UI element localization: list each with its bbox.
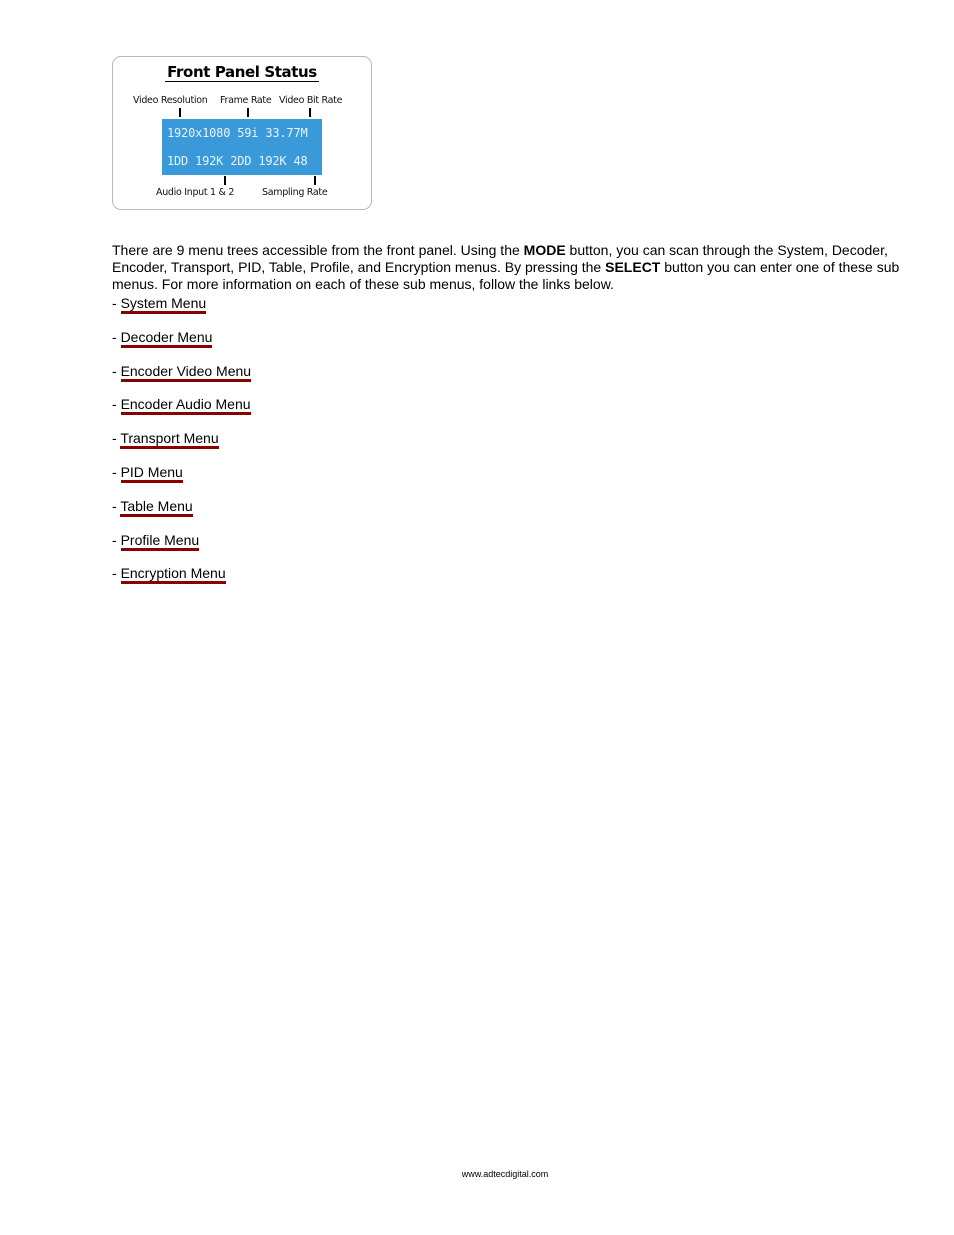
list-item: - PID Menu xyxy=(112,464,251,498)
decoder-menu-link[interactable]: Decoder Menu xyxy=(121,329,213,348)
list-item: - Profile Menu xyxy=(112,532,251,566)
pointer-tick xyxy=(247,108,249,117)
label-video-resolution: Video Resolution xyxy=(133,95,208,106)
lcd-display xyxy=(162,119,322,175)
transport-menu-link[interactable]: Transport Menu xyxy=(120,430,218,449)
pointer-tick xyxy=(224,176,226,185)
list-item: - System Menu xyxy=(112,295,251,329)
pointer-tick xyxy=(179,108,181,117)
lcd-line-2: 1DD 192K 2DD 192K 48 xyxy=(167,154,308,168)
list-item: - Table Menu xyxy=(112,498,251,532)
table-menu-link[interactable]: Table Menu xyxy=(120,498,192,517)
footer-url: www.adtecdigital.com xyxy=(461,1169,549,1179)
label-audio-input: Audio Input 1 & 2 xyxy=(156,187,235,198)
pointer-tick xyxy=(309,108,311,117)
intro-paragraph: There are 9 menu trees accessible from the front panel. Using the MODE button, you can scan through the System, Decoder, Encoder, Transport, PID, Table, Profile, and Encryption menus. By pressing the SELECT button you can enter one of these sub menus. For more information on each of these sub menus, follow the links below. xyxy=(112,242,900,292)
system-menu-link[interactable]: System Menu xyxy=(121,295,207,314)
list-item: - Encryption Menu xyxy=(112,565,251,599)
list-item: - Encoder Audio Menu xyxy=(112,396,251,430)
figure-title: Front Panel Status xyxy=(167,63,317,81)
list-item: - Transport Menu xyxy=(112,430,251,464)
lcd-line-1: 1920x1080 59i 33.77M xyxy=(167,126,308,140)
encryption-menu-link[interactable]: Encryption Menu xyxy=(121,565,226,584)
front-panel-status-figure xyxy=(112,56,372,210)
menu-link-list xyxy=(112,295,251,599)
encoder-video-menu-link[interactable]: Encoder Video Menu xyxy=(121,363,252,382)
list-item: - Encoder Video Menu xyxy=(112,363,251,397)
pid-menu-link[interactable]: PID Menu xyxy=(121,464,183,483)
label-sampling-rate: Sampling Rate xyxy=(262,187,328,198)
select-button-term: SELECT xyxy=(605,259,661,275)
list-item: - Decoder Menu xyxy=(112,329,251,363)
label-frame-rate: Frame Rate xyxy=(220,95,272,106)
pointer-tick xyxy=(314,176,316,185)
encoder-audio-menu-link[interactable]: Encoder Audio Menu xyxy=(121,396,251,415)
profile-menu-link[interactable]: Profile Menu xyxy=(121,532,200,551)
label-video-bit-rate: Video Bit Rate xyxy=(279,95,343,106)
mode-button-term: MODE xyxy=(523,242,566,258)
